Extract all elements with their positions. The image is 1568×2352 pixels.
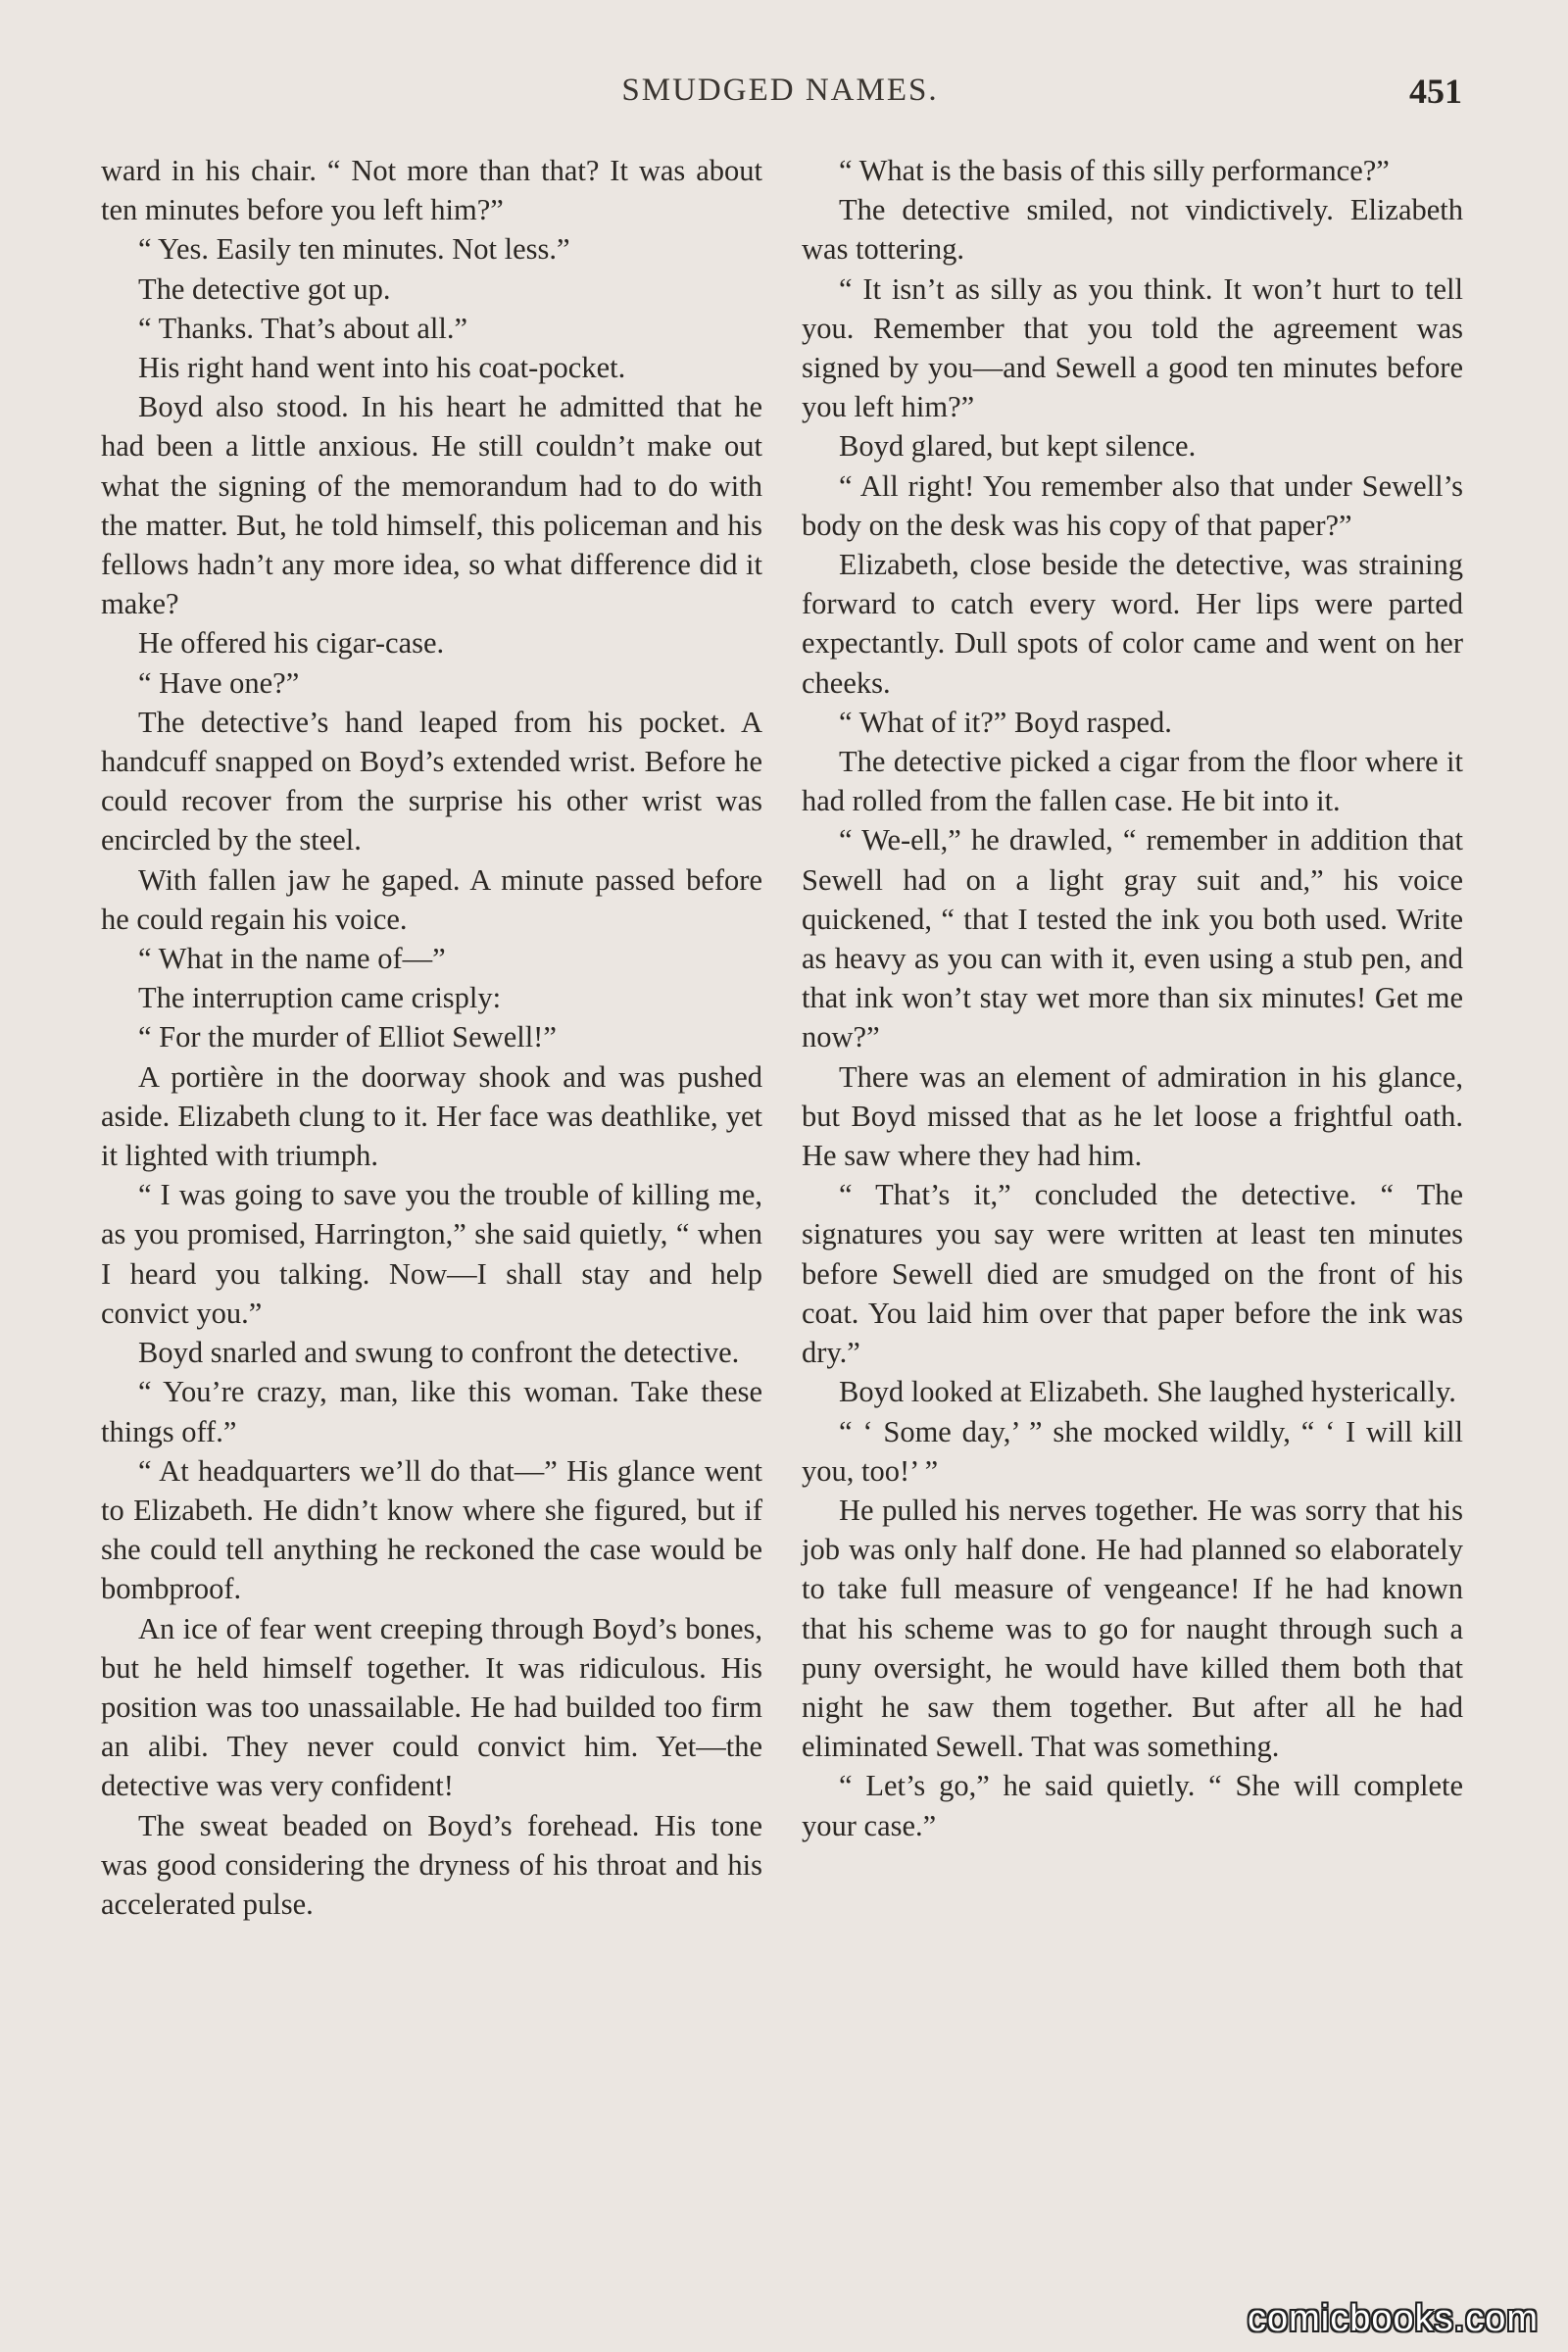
paragraph: “ Thanks. That’s about all.” [138,311,467,345]
paragraph: The detective picked a cigar from the floor where it had rolled from the fallen case. He bit into it. [802,745,1463,818]
paragraph: Boyd looked at Elizabeth. She laughed hysterically. [839,1375,1456,1409]
paragraph: Elizabeth, close beside the detective, was straining forward to catch every word. Her lips were parted expectantly. Dull spots of color came and went on her cheeks. [802,548,1463,700]
paragraph: Boyd snarled and swung to confront the detective. [138,1336,740,1370]
paragraph: A portière in the doorway shook and was pushed aside. Elizabeth clung to it. Her face was deathlike, yet it lighted with triumph. [101,1059,762,1173]
paragraph: “ What of it?” Boyd rasped. [839,705,1172,739]
paragraph: An ice of fear went creeping through Boyd’s bones, but he held himself together. It was ridiculous. His position was too unassailable. He had builded too firm an alibi. They never could convict him. Yet—the detective was very confident! [101,1611,762,1803]
paragraph: The detective’s hand leaped from his pocket. A handcuff snapped on Boyd’s extended wrist. Before he could recover from the surprise his other wrist was encircled by the steel. [101,705,762,858]
left-text-column [101,151,762,1924]
paragraph: “ ‘ Some day,’ ” she mocked wildly, “ ‘ I will kill you, too!’ ” [802,1414,1463,1488]
paragraph: Boyd also stood. In his heart he admitted that he had been a little anxious. He still couldn’t make out what the signing of the memorandum had to do with the matter. But, he told himself, this policeman and his fellows hadn’t any more idea, so what difference did it make? [101,390,762,621]
paragraph: His right hand went into his coat-pocket. [138,351,626,385]
paragraph: “ All right! You remember also that under Sewell’s body on the desk was his copy of that paper?” [802,468,1463,542]
paragraph: “ Yes. Easily ten minutes. Not less.” [138,232,570,267]
paragraph: “ It isn’t as silly as you think. It won’t hurt to tell you. Remember that you told the agreement was signed by you—and Sewell a good ten minutes before you left him?” [802,271,1463,424]
paragraph: “ What is the basis of this silly performance?” [839,154,1390,187]
paragraph: “ Have one?” [138,665,300,700]
paragraph: “ You’re crazy, man, like this woman. Take these things off.” [101,1375,762,1448]
page-number: 451 [1409,72,1462,111]
paragraph: There was an element of admiration in his glance, but Boyd missed that as he let loose a frightful oath. He saw where they had him. [802,1059,1463,1173]
paragraph: The interruption came crisply: [138,981,502,1015]
paragraph: Boyd glared, but kept silence. [839,429,1197,464]
paragraph: He offered his cigar-case. [138,626,445,661]
page-header [98,73,1462,122]
paragraph: “ We-ell,” he drawled, “ remember in addition that Sewell had on a light gray suit and,” his voice quickened, “ that I tested the ink you both used. Write as heavy as you can with it, even using a stub pen, and that ink won’t stay wet more than six minutes! Get me now?” [802,823,1463,1054]
paragraph: “ What in the name of—” [138,942,446,976]
paragraph: “ I was going to save you the trouble of killing me, as you promised, Harrington,” she said quietly, “ when I heard you talking. Now—I shall stay and help convict you.” [101,1178,762,1330]
running-title: SMUDGED NAMES. [621,73,939,108]
paragraph: ward in his chair. “ Not more than that? It was about ten minutes before you left him?” [101,154,762,227]
paragraph: He pulled his nerves together. He was sorry that his job was only half done. He had planned so elaborately to take full measure of vengeance! If he had known that his scheme was to go for naught through such a puny oversight, he would have killed them both that night he saw them together. But after all he had eliminated Sewell. That was something. [802,1493,1463,1764]
paragraph: “ That’s it,” concluded the detective. “ The signatures you say were written at least ten minutes before Sewell died are smudged on the front of his coat. You laid him over that paper before the ink was dry.” [802,1178,1463,1370]
site-watermark: comicbooks.com [1248,2298,1539,2339]
paragraph: With fallen jaw he gaped. A minute passed before he could regain his voice. [101,862,762,936]
paragraph: “ For the murder of Elliot Sewell!” [138,1020,557,1054]
paragraph: The sweat beaded on Boyd’s forehead. His tone was good considering the dryness of his throat and his accelerated pulse. [101,1808,762,1921]
paragraph: “ At headquarters we’ll do that—” His glance went to Elizabeth. He didn’t know where she figured, but if she could tell anything he reckoned the case would be bombproof. [101,1453,762,1606]
paragraph: The detective got up. [138,271,391,306]
paragraph: “ Let’s go,” he said quietly. “ She will complete your case.” [802,1769,1463,1842]
right-text-column [802,151,1463,1845]
paragraph: The detective smiled, not vindictively. Elizabeth was tottering. [802,193,1463,267]
